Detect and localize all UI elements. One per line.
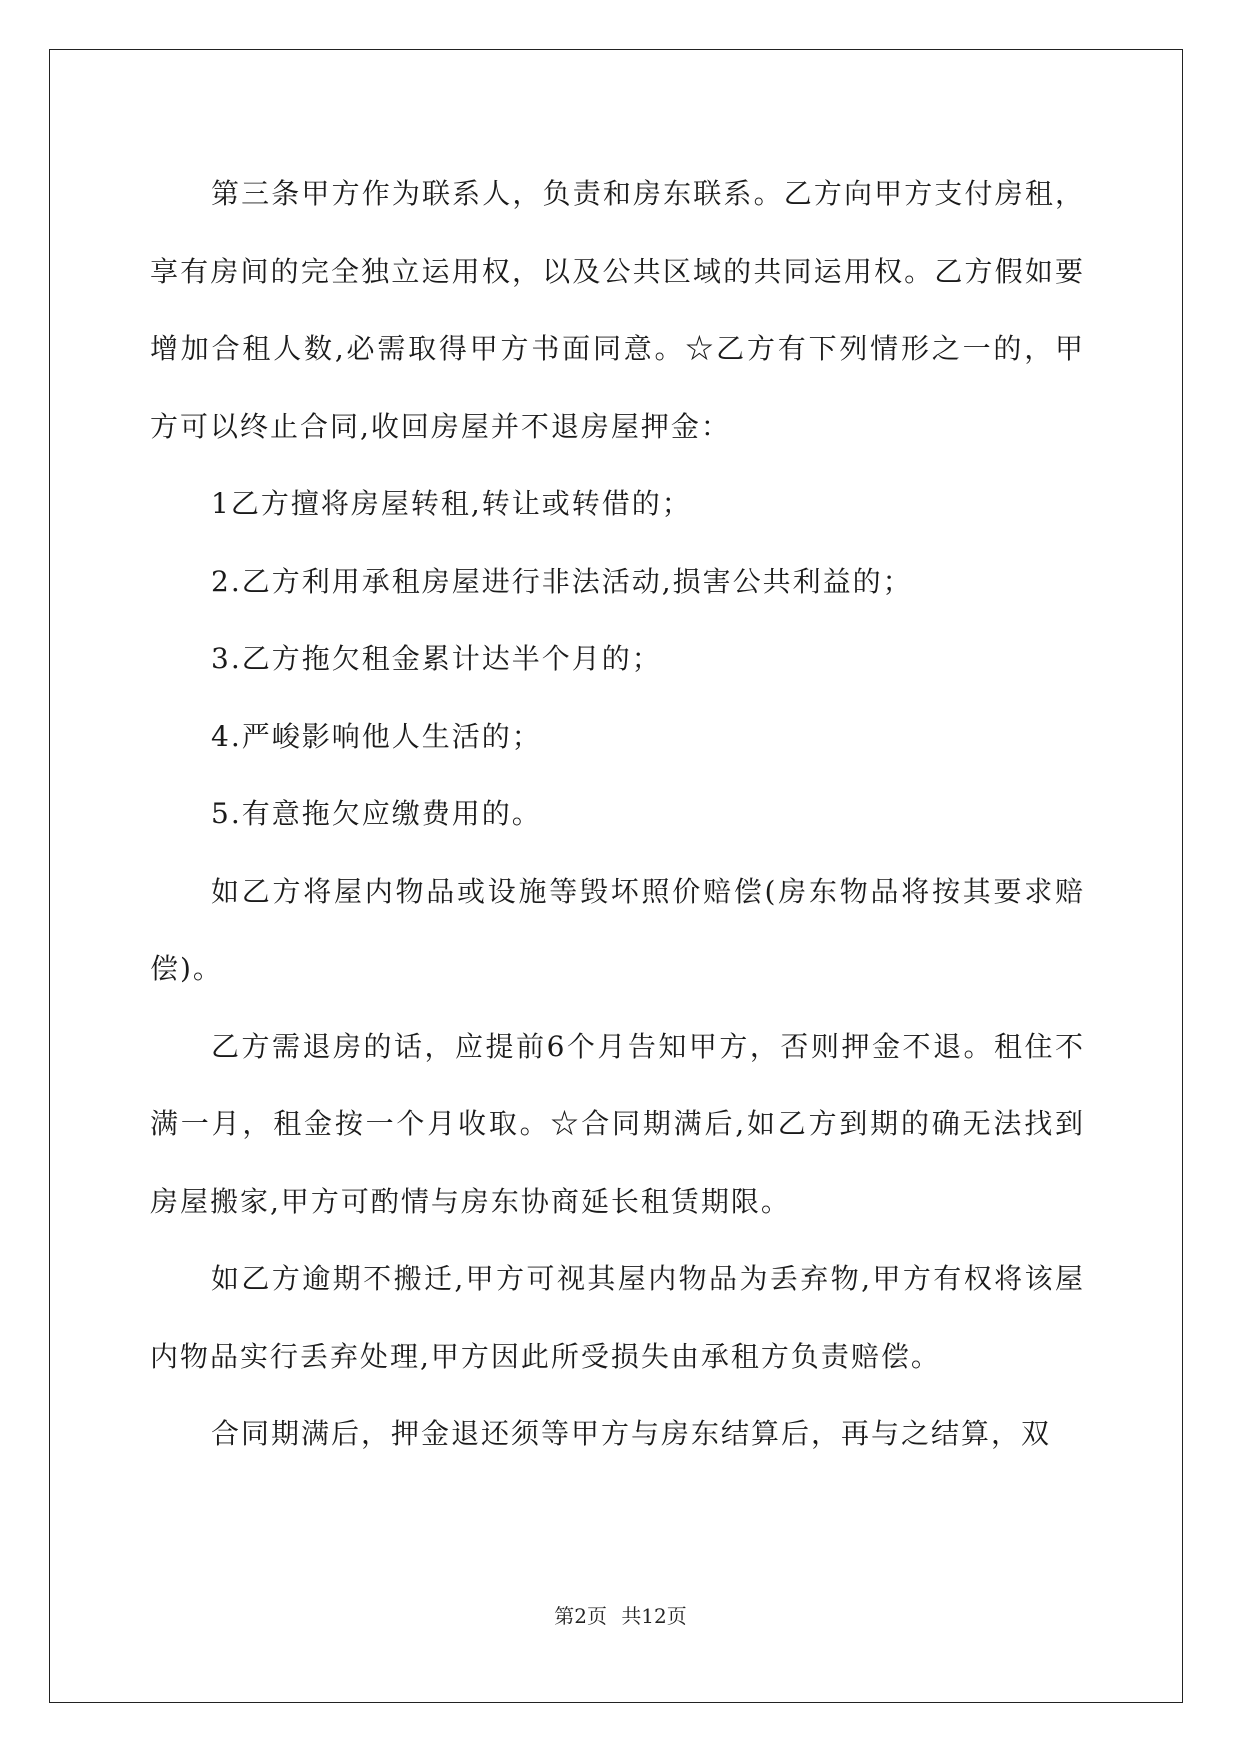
page-footer [0,1600,1241,1629]
paragraph-item-2: 2.乙方利用承租房屋进行非法活动,损害公共利益的； [211,564,913,598]
page-number: 第2页 [554,1604,607,1628]
paragraph-item-3: 3.乙方拖欠租金累计达半个月的； [211,642,662,675]
paragraph-overdue: 如乙方逾期不搬迁,甲方可视其屋内物品为丢弃物,甲方有权将该屋内物品实行丢弃处理,甲方因此所受损失由承租方负责赔偿。 [150,1262,1085,1373]
paragraph-damage: 如乙方将屋内物品或设施等毁坏照价赔偿(房东物品将按其要求赔偿)。 [150,874,1085,985]
paragraph-item-5: 5.有意拖欠应缴费用的。 [211,797,542,830]
paragraph-item-1: 1乙方擅将房屋转租,转让或转借的； [211,487,692,520]
document-body [150,155,1085,1473]
paragraph-checkout: 乙方需退房的话，应提前6个月告知甲方，否则押金不退。租住不满一月，租金按一个月收取。☆合同期满后,如乙方到期的确无法找到房屋搬家,甲方可酌情与房东协商延长租赁期限。 [150,1029,1085,1218]
page-total: 共12页 [621,1604,687,1628]
paragraph-deposit: 合同期满后，押金退还须等甲方与房东结算后，再与之结算，双 [211,1417,1052,1450]
paragraph-clause-3: 第三条甲方作为联系人，负责和房东联系。乙方向甲方支付房租，享有房间的完全独立运用权，以及公共区域的共同运用权。乙方假如要增加合租人数,必需取得甲方书面同意。☆乙方有下列情形之一的，甲方可以终止合同,收回房屋并不退房屋押金： [150,177,1085,443]
paragraph-item-4: 4.严峻影响他人生活的； [211,719,542,753]
